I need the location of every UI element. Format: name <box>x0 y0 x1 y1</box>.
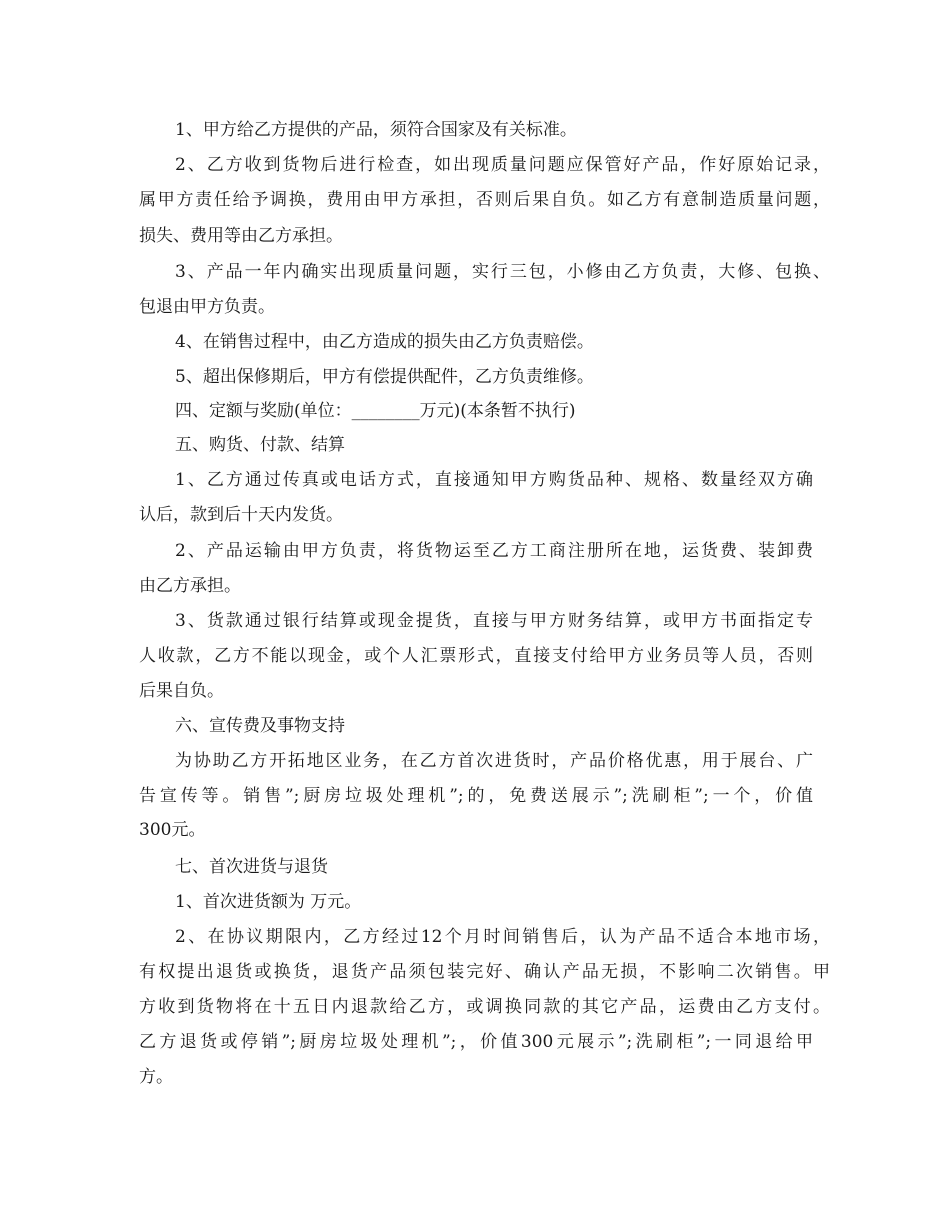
paragraph-line: 后果自负。 <box>139 681 224 701</box>
paragraph-line: 3、产品一年内确实出现质量问题，实行三包，小修由乙方负责，大修、包换、 <box>175 262 830 282</box>
paragraph-line: 损失、费用等由乙方承担。 <box>139 226 343 246</box>
paragraph-line: 人收款，乙方不能以现金，或个人汇票形式，直接支付给甲方业务员等人员，否则 <box>139 646 813 666</box>
section-heading: 五、购货、付款、结算 <box>175 435 345 455</box>
section-heading: 四、定额与奖励(单位：________万元)(本条暂不执行) <box>175 401 576 421</box>
paragraph-line: 300元。 <box>139 820 206 840</box>
paragraph-line: 1、乙方通过传真或电话方式，直接通知甲方购货品种、规格、数量经双方确 <box>175 470 813 490</box>
paragraph-line: 1、甲方给乙方提供的产品，须符合国家及有关标准。 <box>175 120 577 140</box>
paragraph-line: 方收到货物将在十五日内退款给乙方，或调换同款的其它产品，运费由乙方支付。 <box>139 997 830 1017</box>
paragraph-line: 2、乙方收到货物后进行检查，如出现质量问题应保管好产品，作好原始记录， <box>175 155 830 175</box>
paragraph-line: 有权提出退货或换货，退货产品须包装完好、确认产品无损，不影响二次销售。甲 <box>139 962 830 982</box>
section-heading: 六、宣传费及事物支持 <box>175 716 345 736</box>
paragraph-line: 5、超出保修期后，甲方有偿提供配件，乙方负责维修。 <box>175 367 594 387</box>
paragraph-line: 2、产品运输由甲方负责，将货物运至乙方工商注册所在地，运货费、装卸费 <box>175 541 813 561</box>
paragraph-line: 为协助乙方开拓地区业务，在乙方首次进货时，产品价格优惠，用于展台、广 <box>175 751 813 771</box>
paragraph-line: 乙方退货或停销”;厨房垃圾处理机”;，价值300元展示”;洗刷柜”;一同退给甲 <box>139 1032 813 1052</box>
paragraph-line: 认后，款到后十天内发货。 <box>139 505 343 525</box>
paragraph-line: 1、首次进货额为 万元。 <box>175 892 362 912</box>
paragraph-line: 告宣传等。销售”;厨房垃圾处理机”;的，免费送展示”;洗刷柜”;一个，价值 <box>139 786 813 806</box>
paragraph-line: 方。 <box>139 1067 173 1087</box>
paragraph-line: 4、在销售过程中，由乙方造成的损失由乙方负责赔偿。 <box>175 332 594 352</box>
paragraph-line: 由乙方承担。 <box>139 576 241 596</box>
paragraph-line: 属甲方责任给予调换，费用由甲方承担，否则后果自负。如乙方有意制造质量问题， <box>139 190 830 210</box>
paragraph-line: 3、货款通过银行结算或现金提货，直接与甲方财务结算，或甲方书面指定专 <box>175 611 813 631</box>
section-heading: 七、首次进货与退货 <box>175 857 328 877</box>
paragraph-line: 包退由甲方负责。 <box>139 297 275 317</box>
paragraph-line: 2、在协议期限内，乙方经过12个月时间销售后，认为产品不适合本地市场， <box>175 927 830 947</box>
